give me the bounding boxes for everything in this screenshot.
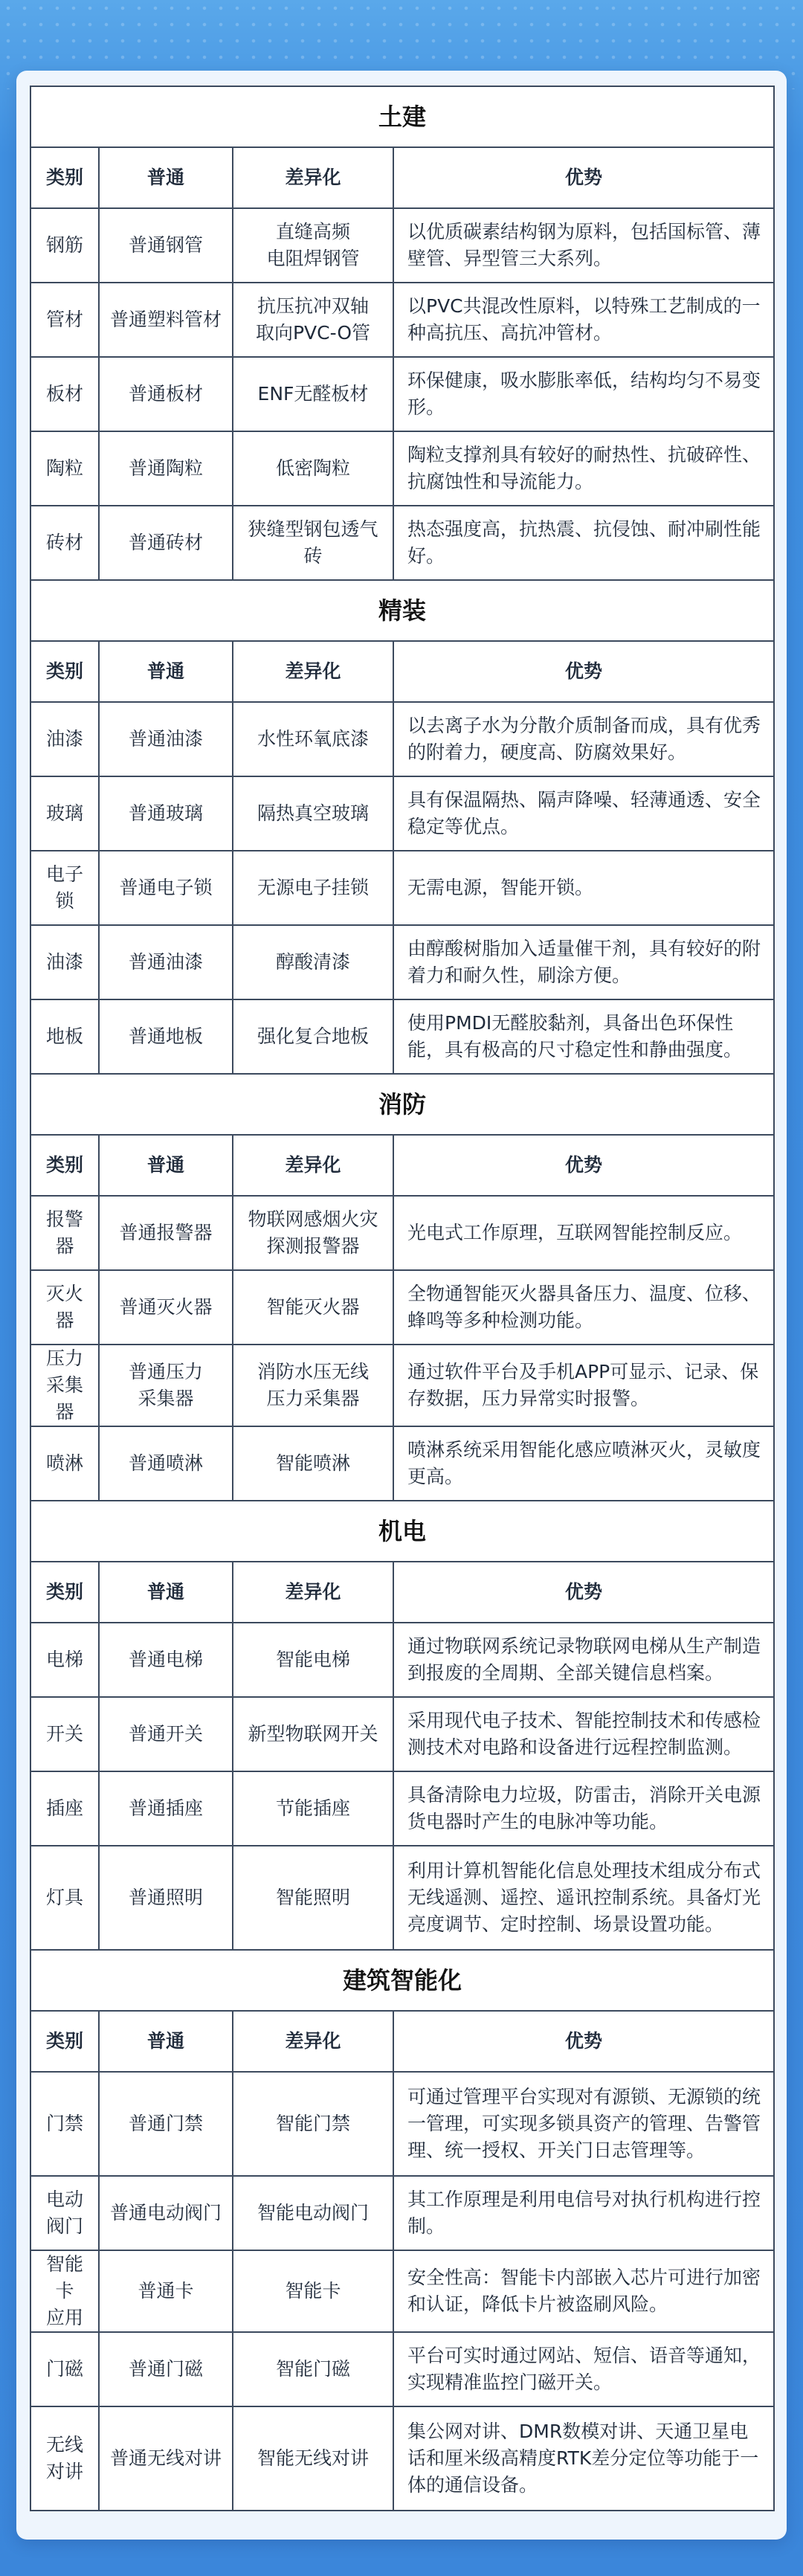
- header-category: 类别: [30, 641, 99, 702]
- header-normal: 普通: [99, 1562, 233, 1623]
- cell-category: 玻璃: [30, 776, 99, 851]
- table-row: [30, 1270, 774, 1345]
- table-row: [30, 1345, 774, 1426]
- table-row: [30, 2072, 774, 2176]
- cell-normal: 普通无线对讲: [99, 2406, 233, 2511]
- cell-advantage: 可通过管理平台实现对有源锁、无源锁的统一管理，可实现多锁具资产的管理、告警管理、统一授权、开关门日志管理等。: [393, 2072, 774, 2176]
- header-category: 类别: [30, 2011, 99, 2072]
- header-normal: 普通: [99, 1135, 233, 1196]
- table-row: [30, 2332, 774, 2406]
- cell-diff: 直缝高频 电阻焊钢管: [233, 208, 393, 283]
- header-advantage: 优势: [393, 147, 774, 208]
- cell-advantage: 由醇酸树脂加入适量催干剂，具有较好的附着力和耐久性，刷涂方便。: [393, 925, 774, 999]
- header-normal: 普通: [99, 147, 233, 208]
- cell-advantage: 使用PMDI无醛胶黏剂，具备出色环保性能，具有极高的尺寸稳定性和静曲强度。: [393, 999, 774, 1074]
- cell-normal: 普通电动阀门: [99, 2176, 233, 2250]
- header-category: 类别: [30, 147, 99, 208]
- section-title-row: [30, 1950, 774, 2011]
- cell-normal: 普通插座: [99, 1771, 233, 1846]
- section-title: 土建: [30, 86, 774, 147]
- cell-category: 门禁: [30, 2072, 99, 2176]
- section-title: 机电: [30, 1501, 774, 1562]
- section-title: 消防: [30, 1074, 774, 1135]
- table-row: [30, 1623, 774, 1697]
- cell-advantage: 安全性高：智能卡内部嵌入芯片可进行加密和认证，降低卡片被盗刷风险。: [393, 2250, 774, 2332]
- cell-diff: 智能门禁: [233, 2072, 393, 2176]
- cell-category: 灯具: [30, 1846, 99, 1950]
- cell-normal: 普通玻璃: [99, 776, 233, 851]
- header-diff: 差异化: [233, 147, 393, 208]
- cell-normal: 普通地板: [99, 999, 233, 1074]
- cell-normal: 普通报警器: [99, 1196, 233, 1270]
- cell-diff: 智能无线对讲: [233, 2406, 393, 2511]
- cell-category: 门磁: [30, 2332, 99, 2406]
- table-row: [30, 1426, 774, 1501]
- cell-category: 报警器: [30, 1196, 99, 1270]
- cell-diff: 智能照明: [233, 1846, 393, 1950]
- header-normal: 普通: [99, 641, 233, 702]
- cell-diff: 物联网感烟火灾 探测报警器: [233, 1196, 393, 1270]
- cell-normal: 普通灭火器: [99, 1270, 233, 1345]
- cell-advantage: 陶粒支撑剂具有较好的耐热性、抗破碎性、抗腐蚀性和导流能力。: [393, 431, 774, 506]
- header-row: [30, 2011, 774, 2072]
- cell-advantage: 平台可实时通过网站、短信、语音等通知，实现精准监控门磁开关。: [393, 2332, 774, 2406]
- cell-category: 陶粒: [30, 431, 99, 506]
- cell-diff: 低密陶粒: [233, 431, 393, 506]
- cell-category: 地板: [30, 999, 99, 1074]
- cell-normal: 普通压力 采集器: [99, 1345, 233, 1426]
- comparison-table: [30, 86, 775, 2511]
- cell-advantage: 热态强度高，抗热震、抗侵蚀、耐冲刷性能好。: [393, 506, 774, 580]
- cell-normal: 普通喷淋: [99, 1426, 233, 1501]
- header-advantage: 优势: [393, 1562, 774, 1623]
- cell-advantage: 利用计算机智能化信息处理技术组成分布式无线遥测、遥控、遥讯控制系统。具备灯光亮度调节、定时控制、场景设置功能。: [393, 1846, 774, 1950]
- content-card: [16, 71, 787, 2540]
- cell-category: 电动 阀门: [30, 2176, 99, 2250]
- table-row: [30, 851, 774, 925]
- cell-category: 钢筋: [30, 208, 99, 283]
- header-row: [30, 1562, 774, 1623]
- section-title-row: [30, 1074, 774, 1135]
- cell-advantage: 具有保温隔热、隔声降噪、轻薄通透、安全稳定等优点。: [393, 776, 774, 851]
- cell-category: 灭火器: [30, 1270, 99, 1345]
- cell-diff: 隔热真空玻璃: [233, 776, 393, 851]
- table-row: [30, 1771, 774, 1846]
- table-row: [30, 925, 774, 999]
- header-diff: 差异化: [233, 2011, 393, 2072]
- header-diff: 差异化: [233, 641, 393, 702]
- header-category: 类别: [30, 1562, 99, 1623]
- cell-normal: 普通电子锁: [99, 851, 233, 925]
- table-row: [30, 2406, 774, 2511]
- cell-normal: 普通板材: [99, 357, 233, 431]
- cell-diff: 强化复合地板: [233, 999, 393, 1074]
- cell-advantage: 具备清除电力垃圾，防雷击，消除开关电源货电器时产生的电脉冲等功能。: [393, 1771, 774, 1846]
- cell-category: 管材: [30, 283, 99, 357]
- cell-diff: 醇酸清漆: [233, 925, 393, 999]
- comparison-table-wrapper: [30, 86, 773, 2511]
- table-row: [30, 1196, 774, 1270]
- cell-diff: 节能插座: [233, 1771, 393, 1846]
- cell-normal: 普通塑料管材: [99, 283, 233, 357]
- cell-normal: 普通砖材: [99, 506, 233, 580]
- cell-normal: 普通油漆: [99, 702, 233, 776]
- cell-advantage: 集公网对讲、DMR数模对讲、天通卫星电话和厘米级高精度RTK差分定位等功能于一体的通信设备。: [393, 2406, 774, 2511]
- cell-advantage: 以优质碳素结构钢为原料，包括国标管、薄壁管、异型管三大系列。: [393, 208, 774, 283]
- header-advantage: 优势: [393, 1135, 774, 1196]
- cell-diff: 无源电子挂锁: [233, 851, 393, 925]
- header-advantage: 优势: [393, 2011, 774, 2072]
- cell-advantage: 以PVC共混改性原料，以特殊工艺制成的一种高抗压、高抗冲管材。: [393, 283, 774, 357]
- cell-diff: 智能卡: [233, 2250, 393, 2332]
- cell-normal: 普通陶粒: [99, 431, 233, 506]
- cell-category: 压力 采集器: [30, 1345, 99, 1426]
- table-row: [30, 506, 774, 580]
- cell-advantage: 无需电源，智能开锁。: [393, 851, 774, 925]
- table-row: [30, 776, 774, 851]
- cell-category: 油漆: [30, 702, 99, 776]
- cell-normal: 普通开关: [99, 1697, 233, 1771]
- cell-normal: 普通照明: [99, 1846, 233, 1950]
- cell-category: 无线 对讲: [30, 2406, 99, 2511]
- table-row: [30, 702, 774, 776]
- cell-category: 开关: [30, 1697, 99, 1771]
- cell-normal: 普通门磁: [99, 2332, 233, 2406]
- cell-advantage: 以去离子水为分散介质制备而成，具有优秀的附着力，硬度高、防腐效果好。: [393, 702, 774, 776]
- cell-normal: 普通钢管: [99, 208, 233, 283]
- cell-normal: 普通油漆: [99, 925, 233, 999]
- header-row: [30, 641, 774, 702]
- cell-advantage: 光电式工作原理，互联网智能控制反应。: [393, 1196, 774, 1270]
- cell-normal: 普通门禁: [99, 2072, 233, 2176]
- cell-category: 喷淋: [30, 1426, 99, 1501]
- header-diff: 差异化: [233, 1135, 393, 1196]
- cell-diff: 水性环氧底漆: [233, 702, 393, 776]
- cell-diff: 新型物联网开关: [233, 1697, 393, 1771]
- cell-advantage: 采用现代电子技术、智能控制技术和传感检测技术对电路和设备进行远程控制监测。: [393, 1697, 774, 1771]
- cell-normal: 普通卡: [99, 2250, 233, 2332]
- section-title: 精装: [30, 580, 774, 641]
- cell-diff: 智能喷淋: [233, 1426, 393, 1501]
- cell-advantage: 环保健康，吸水膨胀率低，结构均匀不易变形。: [393, 357, 774, 431]
- cell-category: 油漆: [30, 925, 99, 999]
- table-row: [30, 208, 774, 283]
- table-row: [30, 1697, 774, 1771]
- cell-diff: 消防水压无线 压力采集器: [233, 1345, 393, 1426]
- cell-diff: 智能灭火器: [233, 1270, 393, 1345]
- cell-advantage: 通过物联网系统记录物联网电梯从生产制造到报废的全周期、全部关键信息档案。: [393, 1623, 774, 1697]
- section-title-row: [30, 580, 774, 641]
- cell-advantage: 其工作原理是利用电信号对执行机构进行控制。: [393, 2176, 774, 2250]
- table-row: [30, 357, 774, 431]
- cell-category: 板材: [30, 357, 99, 431]
- cell-category: 智能卡 应用: [30, 2250, 99, 2332]
- section-title-row: [30, 1501, 774, 1562]
- header-category: 类别: [30, 1135, 99, 1196]
- cell-diff: 狭缝型钢包透气砖: [233, 506, 393, 580]
- cell-advantage: 喷淋系统采用智能化感应喷淋灭火，灵敏度更高。: [393, 1426, 774, 1501]
- cell-diff: ENF无醛板材: [233, 357, 393, 431]
- table-row: [30, 2176, 774, 2250]
- table-row: [30, 1846, 774, 1950]
- table-row: [30, 283, 774, 357]
- table-row: [30, 999, 774, 1074]
- cell-diff: 智能门磁: [233, 2332, 393, 2406]
- cell-advantage: 通过软件平台及手机APP可显示、记录、保存数据，压力异常实时报警。: [393, 1345, 774, 1426]
- cell-category: 砖材: [30, 506, 99, 580]
- table-row: [30, 431, 774, 506]
- header-row: [30, 1135, 774, 1196]
- cell-category: 电梯: [30, 1623, 99, 1697]
- section-title: 建筑智能化: [30, 1950, 774, 2011]
- table-row: [30, 2250, 774, 2332]
- header-row: [30, 147, 774, 208]
- cell-normal: 普通电梯: [99, 1623, 233, 1697]
- header-normal: 普通: [99, 2011, 233, 2072]
- cell-diff: 智能电梯: [233, 1623, 393, 1697]
- header-diff: 差异化: [233, 1562, 393, 1623]
- cell-diff: 抗压抗冲双轴 取向PVC-O管: [233, 283, 393, 357]
- cell-diff: 智能电动阀门: [233, 2176, 393, 2250]
- cell-advantage: 全物通智能灭火器具备压力、温度、位移、蜂鸣等多种检测功能。: [393, 1270, 774, 1345]
- cell-category: 电子锁: [30, 851, 99, 925]
- cell-category: 插座: [30, 1771, 99, 1846]
- header-advantage: 优势: [393, 641, 774, 702]
- section-title-row: [30, 86, 774, 147]
